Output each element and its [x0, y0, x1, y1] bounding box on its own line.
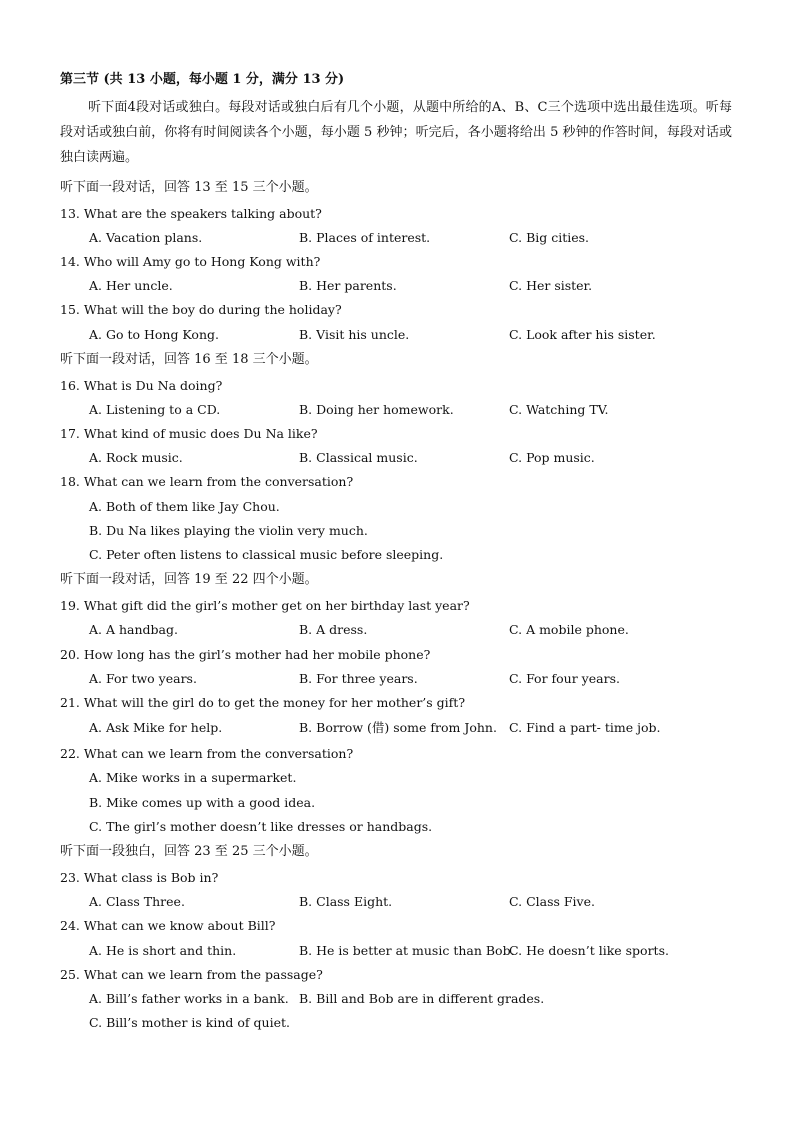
question-23-option-b: B. Class Eight. — [299, 894, 393, 909]
question-20-option-b: B. For three years. — [299, 671, 418, 686]
dialogue-instruction-3: 听下面一段对话，回答 19 至 22 四个小题。 — [60, 572, 318, 587]
question-23-option-c: C. Class Five. — [509, 894, 595, 909]
question-22-option-a: A. Mike works in a supermarket. — [89, 770, 297, 785]
question-17-option-c: C. Pop music. — [509, 450, 595, 465]
question-14-option-b: B. Her parents. — [299, 278, 397, 293]
question-23-option-a: A. Class Three. — [89, 894, 185, 909]
question-16-option-c: C. Watching TV. — [509, 402, 609, 417]
question-24-option-c: C. He doesn’t like sports. — [509, 943, 669, 958]
question-18-option-c: C. Peter often listens to classical music before sleeping. — [89, 547, 444, 562]
question-17-option-b: B. Classical music. — [299, 450, 418, 465]
monologue-instruction: 听下面一段独白，回答 23 至 25 三个小题。 — [60, 844, 318, 859]
question-20: 20. How long has the girl’s mother had her mobile phone? — [60, 647, 431, 662]
question-24: 24. What can we know about Bill? — [60, 918, 276, 933]
question-18: 18. What can we learn from the conversation? — [60, 474, 354, 489]
question-16-option-b: B. Doing her homework. — [299, 402, 454, 417]
question-15-option-c: C. Look after his sister. — [509, 327, 656, 342]
question-21: 21. What will the girl do to get the money for her mother’s gift? — [60, 695, 466, 710]
question-22-option-b: B. Mike comes up with a good idea. — [89, 795, 316, 810]
question-16: 16. What is Du Na doing? — [60, 378, 223, 393]
section-header: 第三节 (共 13 小题，每小题 1 分，满分 13 分) — [60, 72, 345, 87]
question-14-option-a: A. Her uncle. — [89, 278, 173, 293]
question-23: 23. What class is Bob in? — [60, 870, 219, 885]
question-22: 22. What can we learn from the conversation? — [60, 746, 354, 761]
section-instructions: 听下面4段对话或独白。每段对话或独白后有几个小题，从题中所给的A、B、C三个选项中选出最佳选项。听每段对话或独白前，你将有时间阅读各个小题，每小题 5 秒钟；听完后，各小题将给出 5 秒钟的作答时间，每段对话或独白读两遍。 — [60, 100, 732, 165]
question-19-option-a: A. A handbag. — [89, 622, 178, 637]
question-13-option-c: C. Big cities. — [509, 230, 590, 245]
question-18-option-b: B. Du Na likes playing the violin very much. — [89, 523, 368, 538]
question-15: 15. What will the boy do during the holiday? — [60, 302, 342, 317]
dialogue-instruction-1: 听下面一段对话，回答 13 至 15 三个小题。 — [60, 180, 318, 195]
question-21-option-c: C. Find a part- time job. — [509, 720, 661, 735]
question-25-option-b: B. Bill and Bob are in different grades. — [299, 991, 545, 1006]
question-15-option-b: B. Visit his uncle. — [299, 327, 410, 342]
question-25: 25. What can we learn from the passage? — [60, 967, 323, 982]
question-18-option-a: A. Both of them like Jay Chou. — [89, 499, 280, 514]
question-20-option-c: C. For four years. — [509, 671, 620, 686]
question-25-option-c: C. Bill’s mother is kind of quiet. — [89, 1015, 290, 1030]
question-13-option-a: A. Vacation plans. — [89, 230, 203, 245]
question-21-option-a: A. Ask Mike for help. — [89, 720, 223, 735]
question-19: 19. What gift did the girl’s mother get on her birthday last year? — [60, 598, 470, 613]
question-13: 13. What are the speakers talking about? — [60, 206, 322, 221]
question-13-option-b: B. Places of interest. — [299, 230, 431, 245]
question-16-option-a: A. Listening to a CD. — [89, 402, 221, 417]
question-14-option-c: C. Her sister. — [509, 278, 593, 293]
question-19-option-b: B. A dress. — [299, 622, 368, 637]
question-17: 17. What kind of music does Du Na like? — [60, 426, 318, 441]
question-24-option-b: B. He is better at music than Bob. — [299, 943, 515, 958]
question-14: 14. Who will Amy go to Hong Kong with? — [60, 254, 321, 269]
question-17-option-a: A. Rock music. — [89, 450, 183, 465]
question-25-option-a: A. Bill’s father works in a bank. — [89, 991, 289, 1006]
dialogue-instruction-2: 听下面一段对话，回答 16 至 18 三个小题。 — [60, 352, 318, 367]
question-24-option-a: A. He is short and thin. — [89, 943, 237, 958]
question-21-option-b: B. Borrow (借) some from John. — [299, 720, 497, 735]
question-19-option-c: C. A mobile phone. — [509, 622, 629, 637]
question-22-option-c: C. The girl’s mother doesn’t like dresses or handbags. — [89, 819, 433, 834]
question-20-option-a: A. For two years. — [89, 671, 197, 686]
question-15-option-a: A. Go to Hong Kong. — [89, 327, 219, 342]
